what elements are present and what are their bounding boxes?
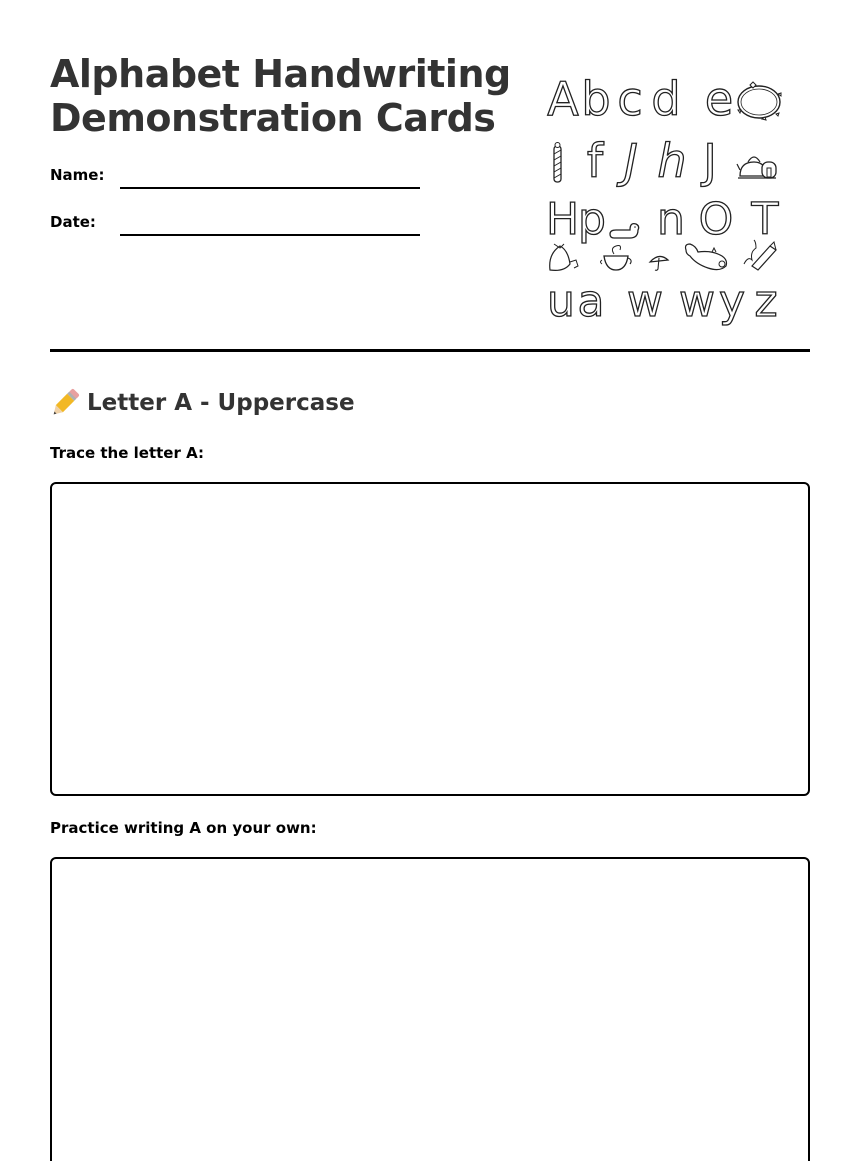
letter-A: A	[547, 72, 579, 126]
art-row-3	[546, 194, 796, 245]
letter-w-2: w	[679, 276, 715, 327]
page-title	[50, 52, 520, 140]
letter-p: p	[578, 194, 606, 245]
letter-y: y	[718, 276, 746, 327]
letter-c: c	[617, 72, 643, 126]
letter-e: e	[704, 72, 734, 126]
candle-icon	[546, 140, 568, 184]
bird-pencil-icon	[738, 238, 778, 272]
letter-d: d	[651, 72, 681, 126]
art-row-4	[546, 238, 796, 272]
leaf-icon	[546, 240, 582, 272]
title-line-1: Alphabet Handwriting	[50, 52, 511, 96]
date-field[interactable]	[50, 211, 430, 241]
letter-b: b	[581, 72, 611, 126]
practice-instruction: Practice writing A on your own:	[50, 819, 317, 837]
letter-z: z	[754, 276, 778, 327]
alphabet-illustration	[546, 70, 796, 327]
header-divider	[50, 349, 810, 352]
date-write-line[interactable]	[120, 234, 420, 236]
letter-H: H	[546, 194, 580, 245]
teacup-icon	[598, 240, 634, 272]
pig-icon	[682, 240, 730, 272]
art-row-2	[546, 134, 796, 188]
name-field[interactable]	[50, 164, 430, 194]
art-row-1	[546, 72, 796, 126]
letter-u: u	[547, 276, 575, 327]
worksheet-header	[50, 50, 810, 352]
wreath-icon	[734, 80, 784, 122]
letter-h-spiky: h	[657, 134, 687, 188]
name-write-line[interactable]	[120, 187, 420, 189]
name-label: Name:	[50, 166, 105, 184]
section-title-text: Letter A - Uppercase	[87, 390, 355, 416]
date-label: Date:	[50, 213, 96, 231]
letter-w-1: w	[627, 276, 663, 327]
letter-a: a	[577, 276, 605, 327]
practice-area[interactable]	[50, 857, 810, 1161]
letter-J: J	[703, 134, 717, 188]
art-row-5	[546, 276, 796, 327]
title-line-2: Demonstration Cards	[50, 96, 496, 140]
letter-T: T	[751, 194, 779, 245]
umbrella-icon	[648, 252, 670, 272]
section-heading	[50, 387, 355, 419]
letter-J-spiky: J	[624, 134, 638, 188]
trace-area[interactable]	[50, 482, 810, 796]
kettle-icon	[736, 150, 780, 184]
letter-f: f	[586, 134, 604, 188]
trace-instruction: Trace the letter A:	[50, 444, 204, 462]
letter-n: n	[657, 194, 685, 245]
pencil-icon	[50, 388, 80, 418]
letter-O: O	[698, 194, 734, 245]
